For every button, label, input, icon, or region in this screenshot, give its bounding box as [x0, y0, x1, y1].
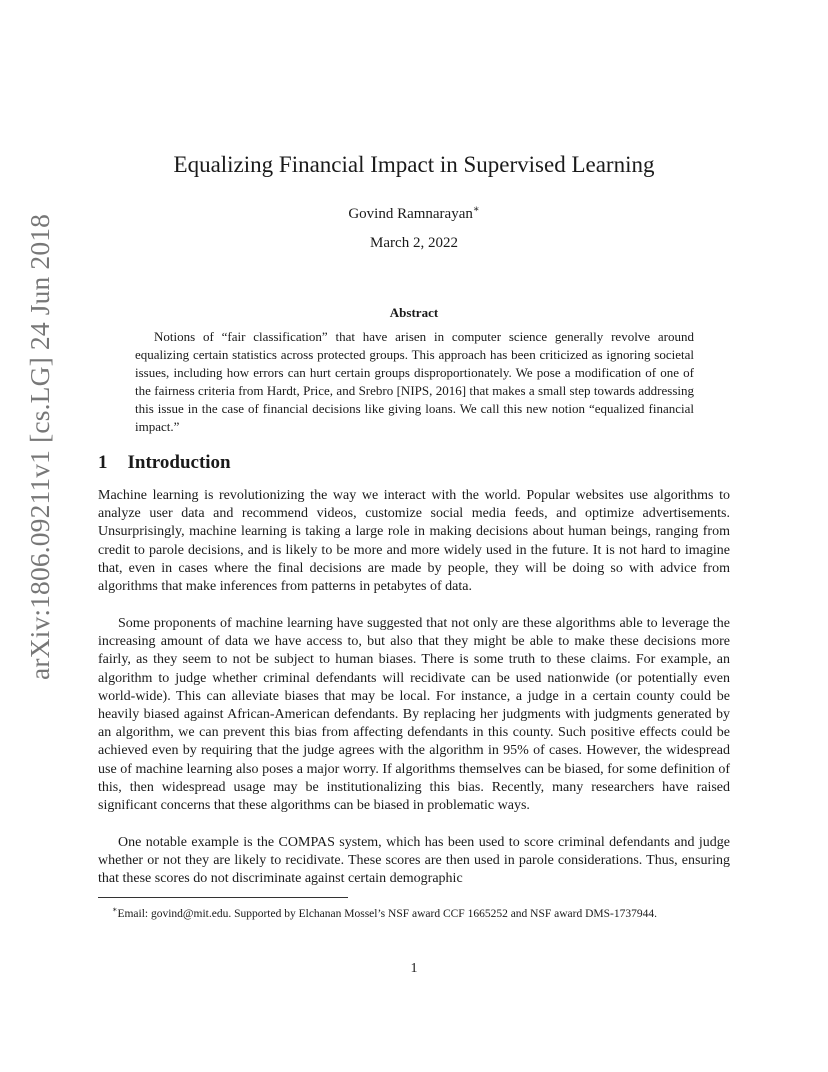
author-name: Govind Ramnarayan [348, 206, 473, 222]
paper-title: Equalizing Financial Impact in Supervised Learning [173, 152, 655, 177]
footnote-text: Email: govind@mit.edu. Supported by Elchanan Mossel’s NSF award CCF 1665252 and NSF award DMS-1737944. [117, 907, 657, 920]
arxiv-identifier-text: arXiv:1806.09211v1 [cs.LG] 24 Jun 2018 [24, 213, 55, 680]
section-heading [98, 451, 231, 475]
body-paragraph: Some proponents of machine learning have suggested that not only are these algorithms able to leverage the increasing amount of data we have access to, but also that they might be able to make these decisions more fairly, as they seem to not be subject to human biases. There is some truth to these claims. For example, an algorithm to judge whether criminal defendants will recidivate can be used nationwide (or potentially even world-wide). This can alleviate biases that may be local. For instance, a judge in a certain county could be heavily biased against African-American defendants. By replacing her judgments with judgments generated by an algorithm, we can prevent this bias from affecting defendants in this county. Such positive effects could be achieved even by requiring that the judge agrees with the algorithm in 95% of cases. However, the widespread use of machine learning also poses a major worry. If algorithms themselves can be biased, for some definition of this, then widespread usage may be institutionalizing this bias. Recently, many researchers have raised significant concerns that these algorithms can be biased in problematic ways. [98, 616, 730, 814]
author-footnote-mark: ∗ [472, 204, 480, 215]
section-title: Introduction [127, 452, 231, 473]
author-line [0, 201, 828, 223]
abstract-heading: Abstract [389, 305, 439, 320]
page-number: 1 [410, 961, 418, 976]
abstract-body: Notions of “fair classification” that have arisen in computer science generally revolve around equalizing certain statistics across protected groups. This approach has been criticized as ignoring societal issues, including how errors can hurt certain groups disproportionately. We pose a modification of one of the fairness criteria from Hardt, Price, and Srebro [NIPS, 2016] that makes a small step towards addressing this issue in the case of financial decisions like giving loans. We call this new notion “equalized financial impact.” [135, 329, 694, 434]
body-paragraph: One notable example is the COMPAS system, which has been used to score criminal defendants and judge whether or not they are likely to recidivate. These scores are then used in parole considerations. Thus, ensuring that these scores do not discriminate against certain demographic [98, 835, 730, 887]
footnote-mark: ∗ [112, 905, 118, 914]
footnote [98, 902, 730, 922]
footnote-divider [98, 897, 348, 898]
body-paragraph: Machine learning is revolutionizing the way we interact with the world. Popular websites use algorithms to analyze user data and recommend videos, customize social media feeds, and optimize advertisements. Unsurprisingly, machine learning is taking a large role in making decisions about human beings, ranging from credit to parole decisions, and is likely to be more and more widely used in the future. It is not hard to imagine that, even in cases where the final decisions are made by people, they will be doing so with advice from algorithms that make inferences from patterns in petabytes of data. [98, 488, 730, 595]
paper-date: March 2, 2022 [370, 235, 458, 251]
arxiv-identifier-stamp [18, 213, 58, 680]
section-number: 1 [98, 452, 108, 473]
